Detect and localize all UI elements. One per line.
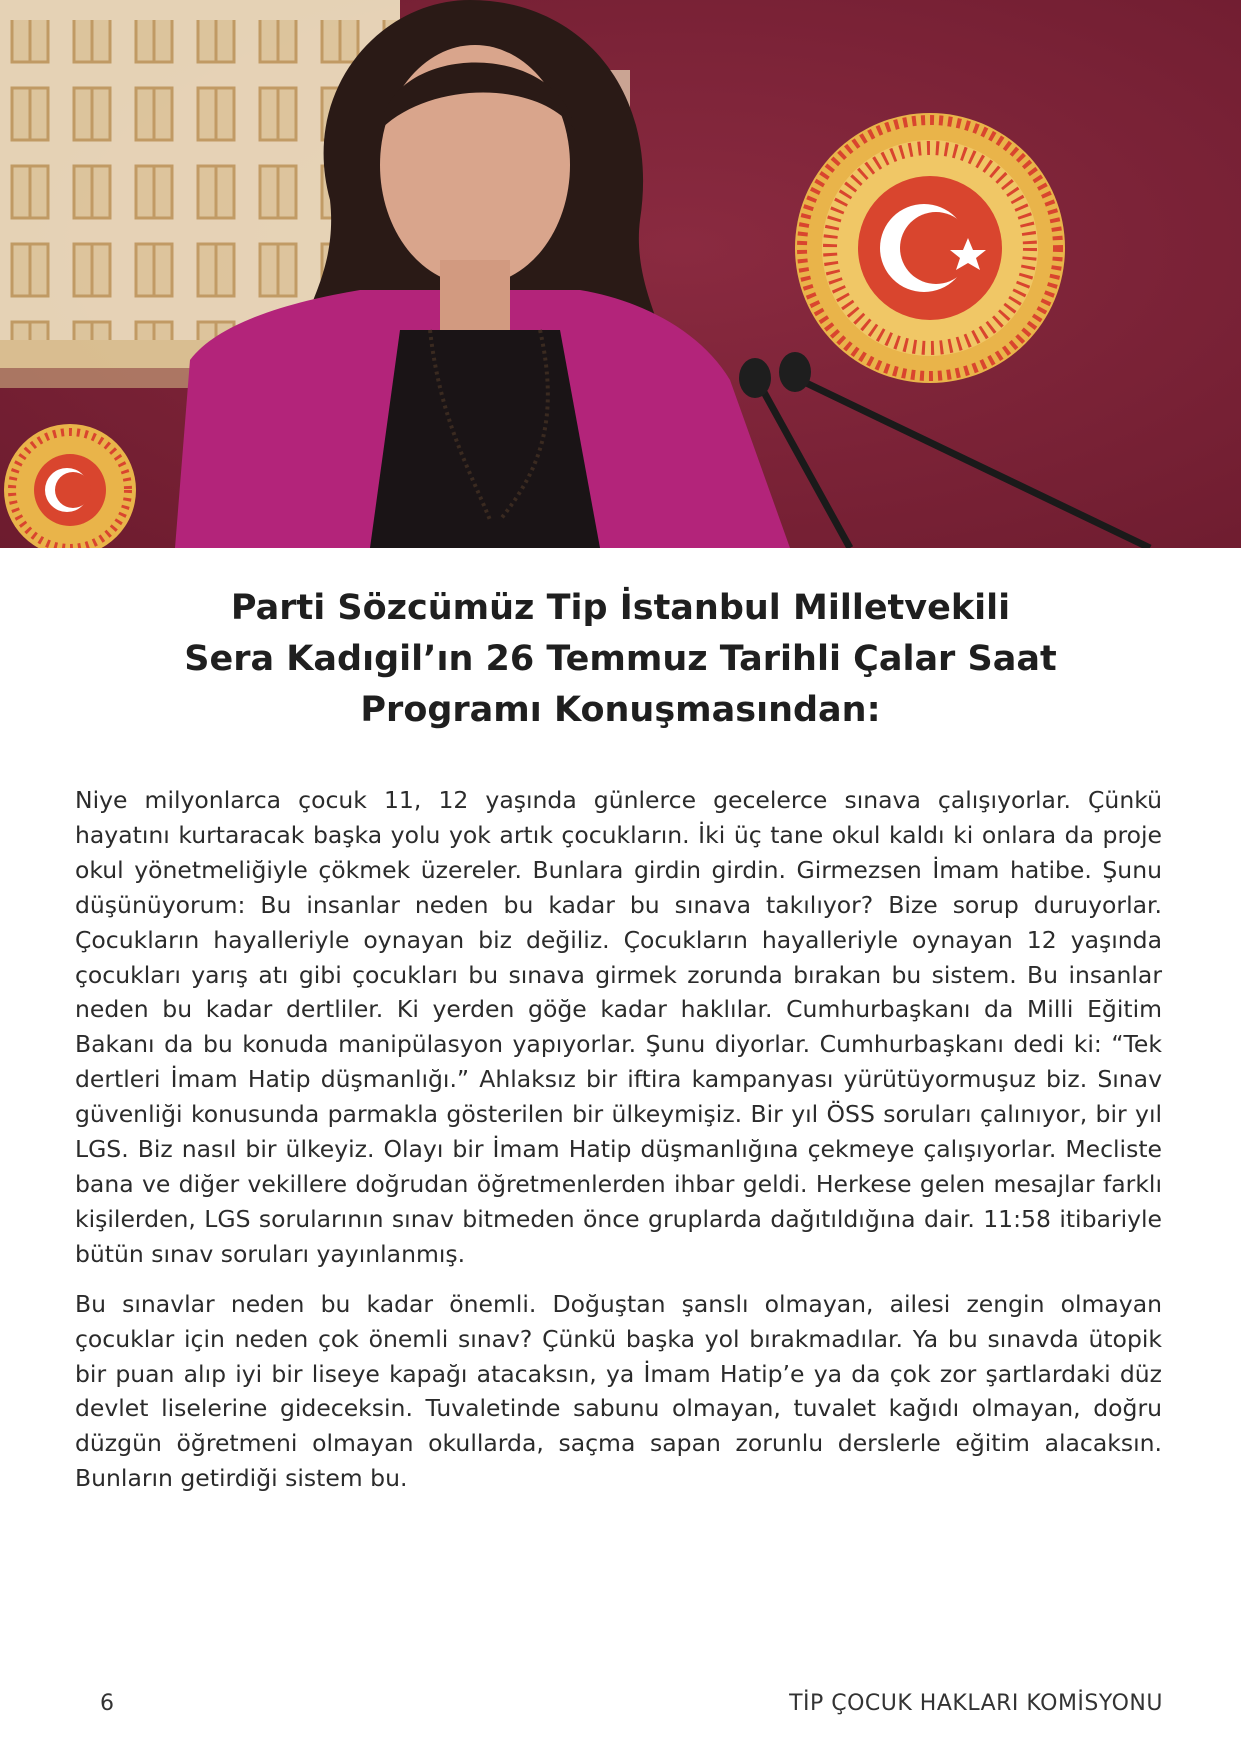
body-paragraph-1: Niye milyonlarca çocuk 11, 12 yaşında günlerce gecelerce sınava çalışıyorlar. Çünkü hayatını kurtaracak başka yolu yok artık çocukların. İki üç tane okul kaldı ki onlara da proje okul yönetmeliğiyle çökmek üzereler. Bunlara girdin girdin. Girmezsen İmam hatibe. Şunu düşünüyorum: Bu insanlar neden bu kadar bu sınava takılıyor? Bize sorup duruyorlar. Çocukların hayalleriyle oynayan biz değiliz. Çocukların hayalleriyle oynayan 12 yaşında çocukları yarış atı gibi çocukları bu sınava girmek zorunda bırakan bu sistem. Bu insanlar neden bu kadar dertliler. Ki yerden göğe kadar haklılar. Cumhurbaşkanı da Milli Eğitim Bakanı da bu konuda manipülasyon yapıyorlar. Şunu diyorlar. Cumhurbaşkanı dedi ki: “Tek dertleri İmam Hatip düşmanlığı.” Ahlaksız bir iftira kampanyası yürütüyormuşuz biz. Sınav güvenliği konusunda parmakla gösterilen bir ülkeymişiz. Bir yıl ÖSS soruları çalınıyor, bir yıl LGS. Biz nasıl bir ülkeyiz. Olayı bir İmam Hatip düşmanlığına çekmeye çalışıyorlar. Mecliste bana ve diğer vekillere doğrudan öğretmenlerden ihbar geldi. Herkese gelen mesajlar farklı kişilerden, LGS sorularının sınav bitmeden önce gruplarda dağıtıldığına dair. 11:58 itibariyle bütün sınav soruları yayınlanmış. xyxy=(75,786,1162,1268)
article-title xyxy=(100,583,1141,736)
body-paragraph-2: Bu sınavlar neden bu kadar önemli. Doğuştan şanslı olmayan, ailesi zengin olmayan çocuklar için neden çok önemli sınav? Çünkü başka yol bırakmadılar. Ya bu sınavda ütopik bir puan alıp iyi bir liseye kapağı atacaksın, ya İmam Hatip’e ya da çok zor şartlardaki düz devlet liselerine gideceksin. Tuvaletinde sabunu olmayan, tuvalet kağıdı olmayan, doğru düzgün öğretmeni olmayan okullarda, saçma sapan zorunlu derslerle eğitim alacaksın. Bunların getirdiği sistem bu. xyxy=(75,1289,1162,1493)
photo-illustration xyxy=(0,0,1241,548)
page-number: 6 xyxy=(100,1691,114,1716)
footer-organization: TİP ÇOCUK HAKLARI KOMİSYONU xyxy=(789,1691,1163,1716)
title-line-3: Programı Konuşmasından: xyxy=(360,690,881,730)
header-photo xyxy=(0,0,1241,548)
tbmm-emblem xyxy=(795,113,1065,383)
article-body xyxy=(75,783,1162,1511)
title-line-1: Parti Sözcümüz Tip İstanbul Milletvekili xyxy=(230,588,1011,628)
title-line-2: Sera Kadıgil’ın 26 Temmuz Tarihli Çalar Saat xyxy=(184,639,1057,679)
